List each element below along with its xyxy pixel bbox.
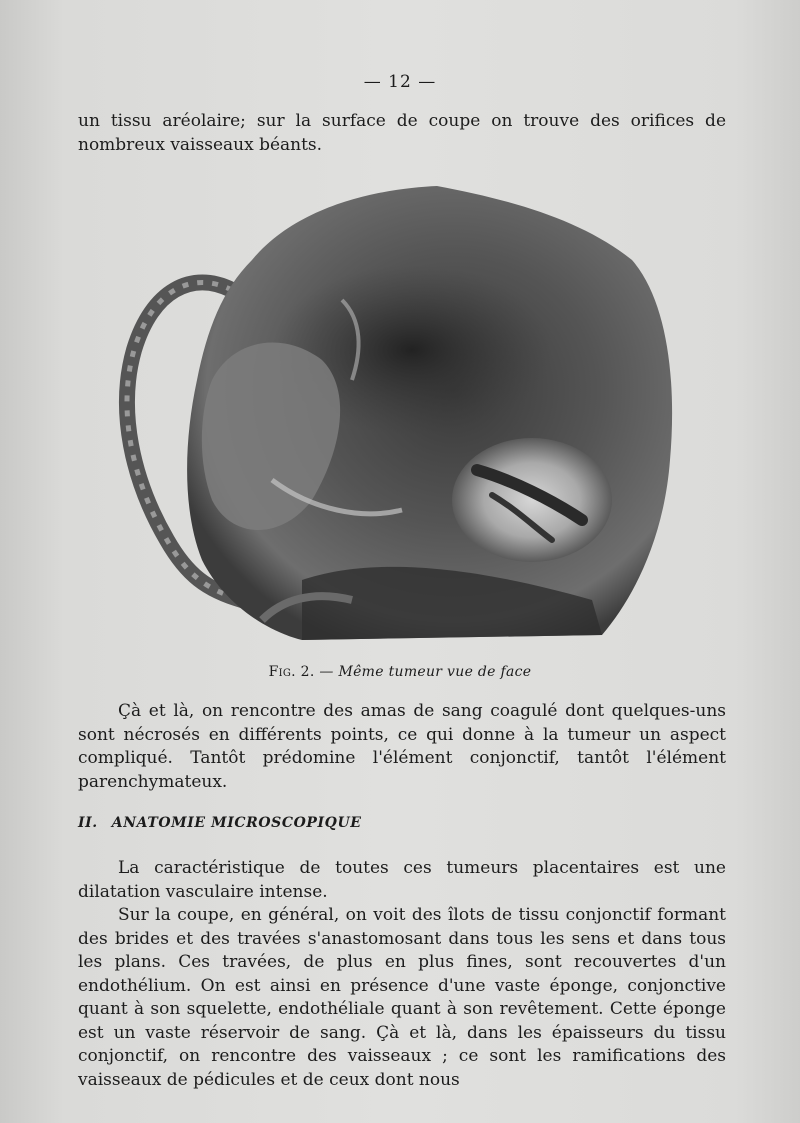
section-number: II. [78, 815, 98, 831]
section-paragraph-2: Sur la coupe, en général, on voit des îlots de tissu conjonctif formant des brides et des travées s'anastomosant dans tous les sens et dans tous les plans. Ces travées, de plus en plus fines, sont recouvertes d'un endothélium. On est ainsi en présence d'une vaste éponge, conjonctive quant à son squelette, endothéliale quant à son revêtement. Cette éponge est un vaste réservoir de sang. Çà et là, dans les épaisseurs du tissu conjonctif, on rencontre des vaisseaux ; ce sont les ramifications des vaisseaux de pédicules et de ceux dont nous [78, 905, 726, 1090]
section-paragraph-1: La caractéristique de toutes ces tumeurs placentaires est une dilatation vasculaire intense. [78, 858, 726, 902]
figure-caption-text: — Même tumeur vue de face [319, 664, 532, 680]
tumor-photograph [112, 180, 682, 650]
figure-caption [0, 664, 800, 680]
page-number: — 12 — [363, 72, 437, 92]
section-heading [78, 815, 362, 831]
intro-paragraph: un tissu aréolaire; sur la surface de coupe on trouve des orifices de nombreux vaisseaux béants. [78, 111, 726, 155]
figure-label: Fig. 2. [268, 664, 315, 680]
after-figure-paragraph: Çà et là, on rencontre des amas de sang coagulé dont quelques-uns sont nécrosés en différents points, ce qui donne à la tumeur un aspect compliqué. Tantôt prédomine l'élément conjonctif, tantôt l'élément parenchymateux. [78, 701, 726, 792]
section-title: ANATOMIE MICROSCOPIQUE [111, 815, 362, 831]
